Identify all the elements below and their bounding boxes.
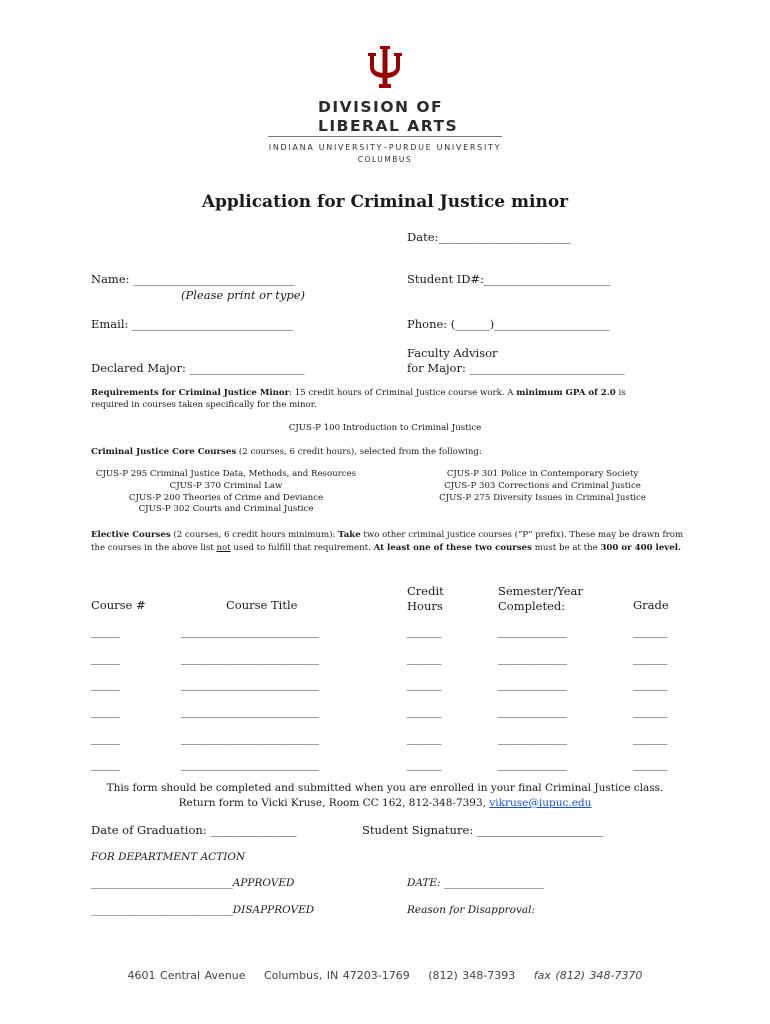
- core-courses-label: Criminal Justice Core Courses: [91, 447, 237, 457]
- elective-text-c: must be at the: [531, 543, 601, 553]
- col-header-semester-l2: Completed:: [498, 599, 566, 613]
- graduation-date-field[interactable]: Date of Graduation: _______________: [91, 823, 297, 837]
- student-id-field[interactable]: Student ID#:______________________: [407, 272, 611, 286]
- core-course-item: CJUS-P 200 Theories of Crime and Deviance: [128, 492, 324, 503]
- course-title-blank[interactable]: ________________________: [181, 731, 319, 745]
- trident-logo-icon: [365, 46, 405, 88]
- email-field[interactable]: Email: ____________________________: [91, 317, 294, 331]
- credit-hours-blank[interactable]: ______: [407, 677, 442, 691]
- campus-name: COLUMBUS: [357, 155, 413, 164]
- page-title: Application for Criminal Justice minor: [201, 192, 569, 212]
- credit-hours-blank[interactable]: ______: [407, 731, 442, 745]
- col-header-credit: [407, 584, 444, 614]
- org-name-line1: DIVISION OF: [318, 98, 444, 116]
- requirements-line2: required in courses taken specifically for the minor.: [91, 400, 317, 410]
- return-instructions: [0, 797, 770, 809]
- elective-line1: [91, 530, 711, 540]
- requirements-label: Requirements for Criminal Justice Minor: [91, 388, 290, 398]
- footer-city: Columbus, IN 47203-1769: [263, 969, 410, 982]
- course-title-blank[interactable]: ________________________: [181, 624, 319, 638]
- elective-take: Take: [338, 530, 361, 540]
- course-number-blank[interactable]: _____: [91, 677, 120, 691]
- semester-blank[interactable]: ____________: [498, 651, 567, 665]
- elective-text-a: the courses in the above list: [91, 543, 217, 553]
- footer-contact: [0, 969, 770, 982]
- core-course-item: CJUS-P 301 Police in Contemporary Society: [446, 469, 639, 479]
- org-name-line2: LIBERAL ARTS: [318, 117, 459, 135]
- grade-blank[interactable]: ______: [633, 757, 668, 771]
- email-link[interactable]: vikruse@iupuc.edu: [489, 797, 592, 809]
- declared-major-field[interactable]: Declared Major: ____________________: [91, 361, 305, 375]
- course-title-blank[interactable]: ________________________: [181, 651, 319, 665]
- disapproval-reason-label: Reason for Disapproval:: [407, 904, 536, 916]
- semester-blank[interactable]: ____________: [498, 677, 567, 691]
- course-number-blank[interactable]: _____: [91, 704, 120, 718]
- return-text: Return form to Vicki Kruse, Room CC 162, 812-348-7393,: [178, 797, 490, 809]
- grade-blank[interactable]: ______: [633, 624, 668, 638]
- gpa-requirement: minimum GPA of 2.0: [516, 388, 616, 398]
- footer-fax: fax (812) 348-7370: [533, 969, 643, 982]
- intro-course: CJUS-P 100 Introduction to Criminal Justice: [288, 423, 482, 433]
- core-course-item: CJUS-P 275 Diversity Issues in Criminal Justice: [439, 492, 646, 503]
- col-header-course: Course #: [91, 598, 146, 612]
- elective-not: not: [216, 543, 231, 553]
- col-header-credit-l2: Hours: [407, 599, 443, 613]
- student-signature-field[interactable]: Student Signature: ______________________: [362, 823, 604, 837]
- footer-address: 4601 Central Avenue: [127, 969, 246, 982]
- faculty-advisor-label: Faculty Advisor: [407, 346, 498, 360]
- course-number-blank[interactable]: _____: [91, 651, 120, 665]
- semester-blank[interactable]: ____________: [498, 731, 567, 745]
- col-header-title: Course Title: [226, 598, 298, 612]
- grade-blank[interactable]: ______: [633, 677, 668, 691]
- elective-desc2: two other criminal justice courses (“P” prefix). These may be drawn from: [360, 530, 684, 540]
- phone-field[interactable]: Phone: (______)____________________: [407, 317, 610, 331]
- course-number-blank[interactable]: _____: [91, 731, 120, 745]
- col-header-semester-l1: Semester/Year: [498, 584, 583, 598]
- elective-level-note: At least one of these two courses: [373, 543, 532, 553]
- credit-hours-blank[interactable]: ______: [407, 704, 442, 718]
- course-title-blank[interactable]: ________________________: [181, 757, 319, 771]
- grade-blank[interactable]: ______: [633, 704, 668, 718]
- core-course-item: CJUS-P 302 Courts and Criminal Justice: [138, 504, 314, 515]
- approved-line[interactable]: ___________________________APPROVED: [91, 877, 295, 889]
- approval-date-field[interactable]: DATE: ___________________: [407, 877, 544, 889]
- core-list-left: [91, 469, 361, 516]
- name-field[interactable]: Name: ____________________________: [91, 272, 295, 286]
- elective-label: Elective Courses: [91, 530, 171, 540]
- grade-blank[interactable]: ______: [633, 651, 668, 665]
- core-courses-heading: [91, 447, 691, 457]
- course-number-blank[interactable]: _____: [91, 757, 120, 771]
- grade-blank[interactable]: ______: [633, 731, 668, 745]
- department-action-label: FOR DEPARTMENT ACTION: [91, 851, 246, 863]
- core-course-item: CJUS-P 370 Criminal Law: [169, 480, 283, 491]
- col-header-credit-l1: Credit: [407, 584, 444, 598]
- elective-level: 300 or 400 level.: [600, 543, 681, 553]
- header-divider: [268, 136, 502, 137]
- course-title-blank[interactable]: ________________________: [181, 704, 319, 718]
- course-title-blank[interactable]: ________________________: [181, 677, 319, 691]
- requirements-desc: : 15 credit hours of Criminal Justice course work. A: [289, 388, 517, 398]
- footer-phone: (812) 348-7393: [428, 969, 516, 982]
- date-field[interactable]: Date:_______________________: [407, 230, 571, 244]
- col-header-grade: Grade: [633, 598, 669, 612]
- requirements-desc-end: is: [615, 388, 626, 398]
- requirements-text: [91, 388, 691, 398]
- elective-desc: (2 courses, 6 credit hours minimum):: [170, 530, 339, 540]
- university-name: INDIANA UNIVERSITY–PURDUE UNIVERSITY: [268, 143, 502, 152]
- col-header-semester: [498, 584, 583, 614]
- elective-line2: [91, 543, 711, 553]
- credit-hours-blank[interactable]: ______: [407, 757, 442, 771]
- core-course-item: CJUS-P 303 Corrections and Criminal Justice: [444, 480, 641, 491]
- print-note: (Please print or type): [181, 288, 305, 302]
- core-course-item: CJUS-P 295 Criminal Justice Data, Methods, and Resources: [95, 469, 357, 479]
- semester-blank[interactable]: ____________: [498, 757, 567, 771]
- submit-instructions: This form should be completed and submitted when you are enrolled in your final Criminal Justice class.: [106, 782, 664, 794]
- credit-hours-blank[interactable]: ______: [407, 624, 442, 638]
- core-courses-desc: (2 courses, 6 credit hours), selected from the following:: [236, 447, 482, 457]
- disapproved-line[interactable]: ___________________________DISAPPROVED: [91, 904, 315, 916]
- semester-blank[interactable]: ____________: [498, 624, 567, 638]
- elective-text-b: used to fulfill that requirement.: [230, 543, 374, 553]
- faculty-advisor-field[interactable]: for Major: ___________________________: [407, 361, 625, 375]
- semester-blank[interactable]: ____________: [498, 704, 567, 718]
- credit-hours-blank[interactable]: ______: [407, 651, 442, 665]
- course-number-blank[interactable]: _____: [91, 624, 120, 638]
- core-list-right: [430, 469, 655, 504]
